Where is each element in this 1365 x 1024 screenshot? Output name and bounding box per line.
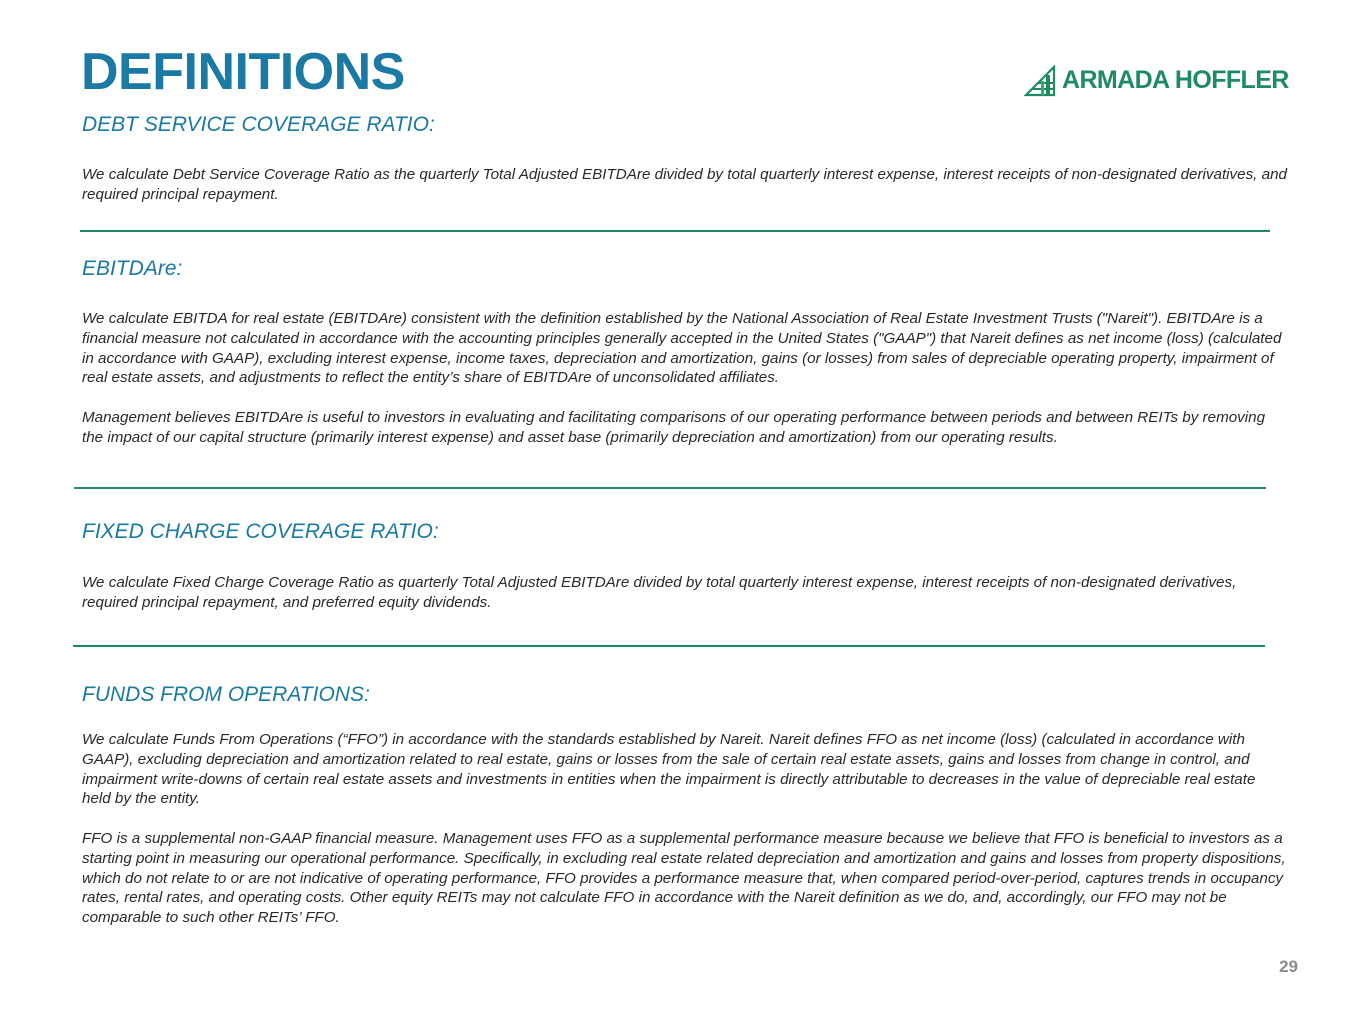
section-divider: [73, 645, 1265, 647]
paragraph-ffo-supplemental: FFO is a supplemental non-GAAP financial measure. Management uses FFO as a supplemental performance measure because we believe that FFO is beneficial to investors as a starting point in measuring our operational performance. Specifically, in excluding real estate related depreciation and amortization and gains and losses from property dispositions, which do not relate to or are not indicative of operating performance, FFO provides a performance measure that, when compared period-over-period, captures trends in occupancy rates, rental rates, and operating costs. Other equity REITs may not calculate FFO in accordance with the Nareit definition as we do, and, accordingly, our FFO may not be comparable to such other REITs’ FFO.: [82, 830, 1286, 927]
section-divider: [74, 487, 1266, 489]
section-heading-funds-from-operations: FUNDS FROM OPERATIONS:: [82, 683, 370, 706]
paragraph-ebitdare-usefulness: Management believes EBITDAre is useful to investors in evaluating and facilitating comparisons of our operating performance between periods and between REITs by removing the impact of our capital structure (primarily interest expense) and asset base (primarily depreciation and amortization) from our operating results.: [82, 409, 1266, 446]
section-heading-debt-service-coverage-ratio: DEBT SERVICE COVERAGE RATIO:: [82, 113, 435, 136]
section-heading-ebitdare: EBITDAre:: [82, 257, 183, 280]
armada-hoffler-logo-icon: [1024, 63, 1058, 97]
paragraph-debt-service-coverage-ratio: We calculate Debt Service Coverage Ratio as the quarterly Total Adjusted EBITDAre divided by total quarterly interest expense, interest receipts of non-designated derivatives, and required principal repayment.: [82, 166, 1287, 203]
page-number: 29: [1279, 957, 1298, 976]
paragraph-ffo-definition: We calculate Funds From Operations (“FFO”) in accordance with the standards established by Nareit. Nareit defines FFO as net income (loss) (calculated in accordance with GAAP), excluding depreciation and amortization related to real estate, gains or losses from the sale of certain real estate assets, gains and losses from change in control, and impairment write-downs of certain real estate assets and investments in entities when the impairment is directly attributable to decreases in the value of depreciable real estate held by the entity.: [82, 731, 1256, 808]
section-divider: [80, 230, 1270, 232]
page-title: DEFINITIONS: [81, 43, 405, 101]
paragraph-fixed-charge-coverage-ratio: We calculate Fixed Charge Coverage Ratio as quarterly Total Adjusted EBITDAre divided by total quarterly interest expense, interest receipts of non-designated derivatives, required principal repayment, and preferred equity dividends.: [82, 574, 1237, 611]
company-logo: [1024, 62, 1289, 98]
logo-text: ARMADA HOFFLER: [1062, 65, 1289, 94]
section-heading-fixed-charge-coverage-ratio: FIXED CHARGE COVERAGE RATIO:: [82, 520, 439, 543]
paragraph-ebitdare-definition: We calculate EBITDA for real estate (EBITDAre) consistent with the definition established by the National Association of Real Estate Investment Trusts ("Nareit"). EBITDAre is a financial measure not calculated in accordance with the accounting principles generally accepted in the United States ("GAAP") that Nareit defines as net income (loss) (calculated in accordance with GAAP), excluding interest expense, income taxes, depreciation and amortization, gains (or losses) from sales of depreciable operating property, impairment of real estate assets, and adjustments to reflect the entity’s share of EBITDAre of unconsolidated affiliates.: [82, 310, 1282, 387]
